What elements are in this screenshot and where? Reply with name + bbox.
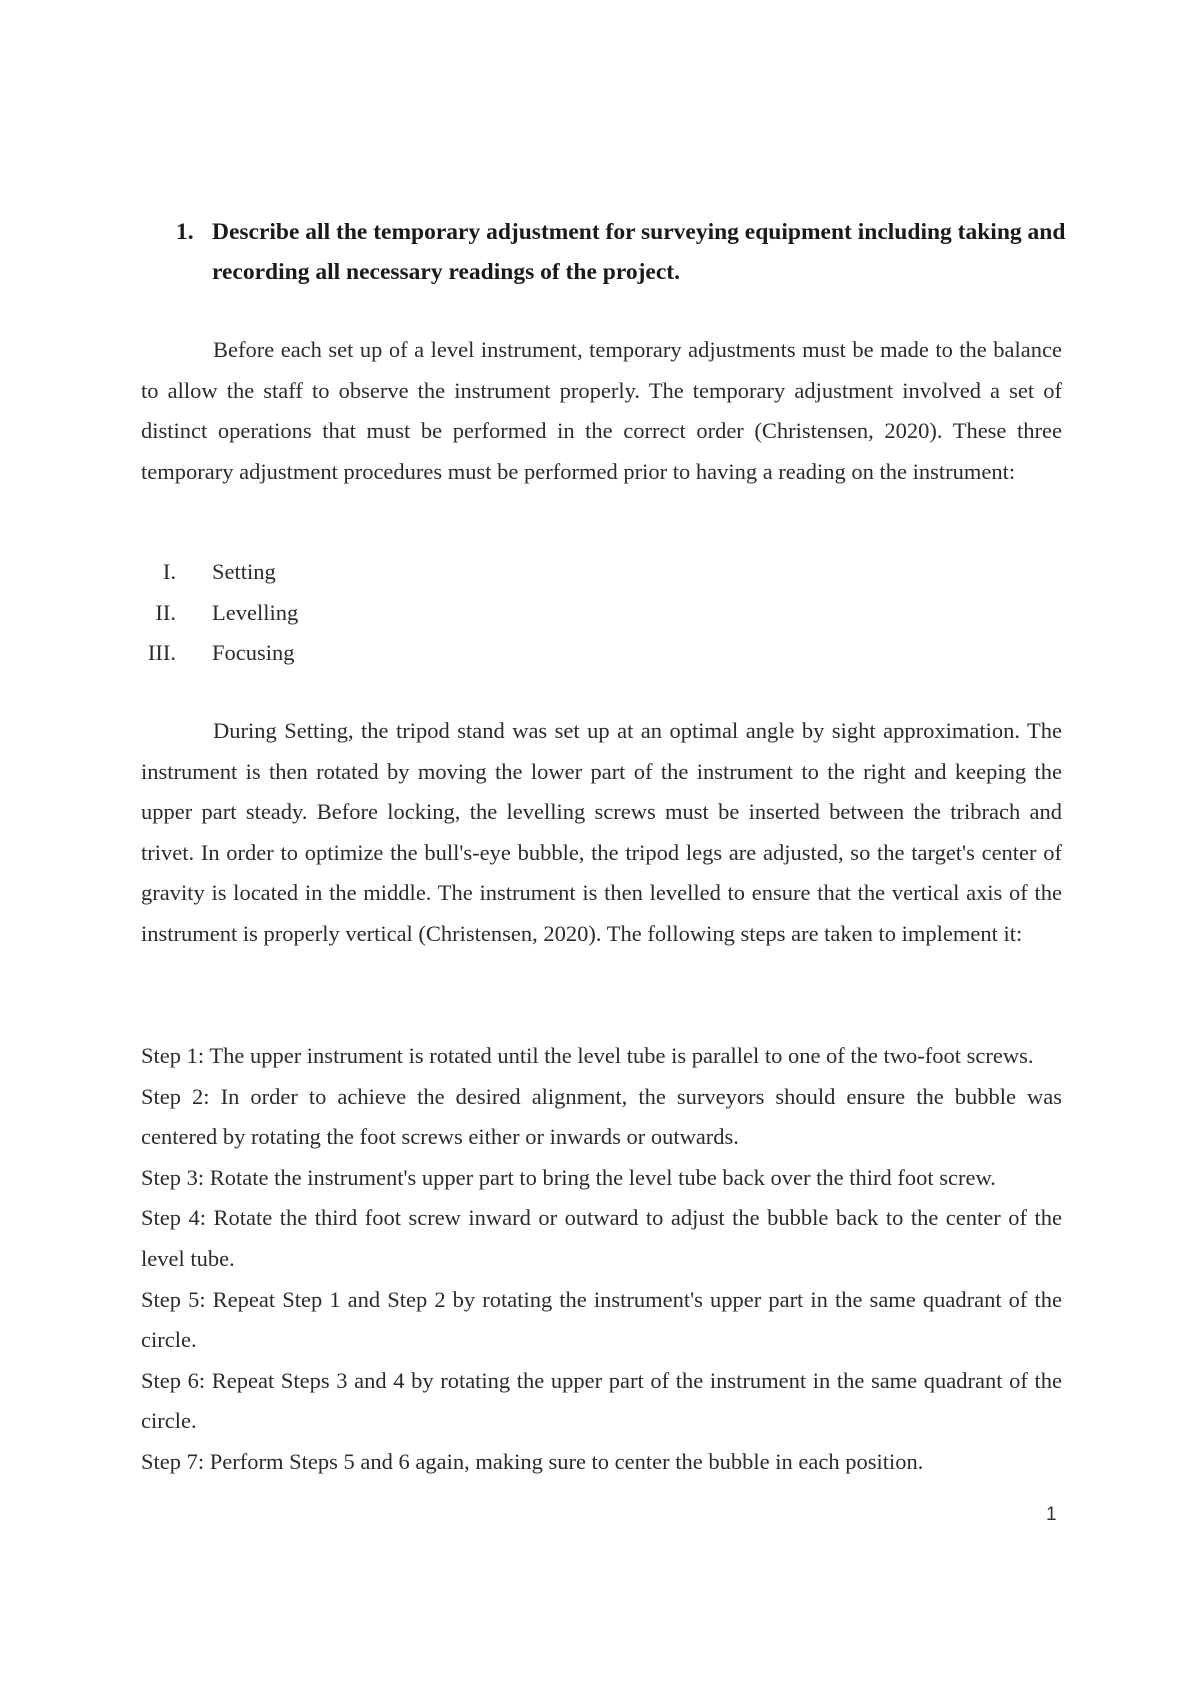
step-item: Step 5: Repeat Step 1 and Step 2 by rotating the instrument's upper part in the same quadrant of the circle. — [141, 1286, 1062, 1353]
step-item: Step 2: In order to achieve the desired alignment, the surveyors should ensure the bubble was centered by rotating the foot screws either or inwards or outwards. — [141, 1083, 1062, 1150]
setting-paragraph-text: During Setting, the tripod stand was set up at an optimal angle by sight approximation. The instrument is then rotated by moving the lower part of the instrument to the right and keeping the upper part steady. Before locking, the levelling screws must be inserted between the tribrach and trivet. In order to optimize the bull's-eye bubble, the tripod legs are adjusted, so the target's center of gravity is located in the middle. The instrument is then levelled to ensure that the vertical axis of the instrument is properly vertical (Christensen, 2020). The following steps are taken to implement it: — [141, 718, 1062, 946]
list-item — [141, 552, 541, 593]
list-item — [141, 633, 541, 674]
list-item-label: Levelling — [212, 599, 299, 625]
step-item: Step 4: Rotate the third foot screw inward or outward to adjust the bubble back to the center of the level tube. — [141, 1205, 1062, 1271]
step-item: Step 3: Rotate the instrument's upper part to bring the level tube back over the third foot screw. — [141, 1164, 996, 1190]
question-heading — [176, 212, 1066, 292]
step-item: Step 6: Repeat Steps 3 and 4 by rotating the upper part of the instrument in the same quadrant of the circle. — [141, 1367, 1062, 1434]
step-item: Step 7: Perform Steps 5 and 6 again, making sure to center the bubble in each position. — [141, 1448, 924, 1474]
list-item-label: Focusing — [212, 640, 295, 666]
step-item: Step 1: The upper instrument is rotated until the level tube is parallel to one of the two-foot screws. — [141, 1043, 1034, 1068]
question-text: Describe all the temporary adjustment for surveying equipment including taking and recording all necessary readings of the project. — [212, 219, 1066, 285]
list-item-label: Setting — [212, 559, 276, 584]
list-item-number: II. — [155, 599, 176, 625]
list-item-number: I. — [162, 559, 176, 584]
list-item — [141, 593, 541, 634]
question-number: 1. — [176, 219, 194, 245]
intro-paragraph — [141, 330, 1062, 492]
page-number: 1 — [1046, 1504, 1057, 1525]
procedure-list — [141, 552, 541, 674]
list-item-number: III. — [147, 640, 176, 666]
steps-list — [141, 1036, 1062, 1483]
intro-paragraph-text: Before each set up of a level instrument, temporary adjustments must be made to the balance to allow the staff to observe the instrument properly. The temporary adjustment involved a set of distinct operations that must be performed in the correct order (Christensen, 2020). These three temporary adjustment procedures must be performed prior to having a reading on the instrument: — [141, 337, 1062, 484]
setting-paragraph — [141, 711, 1062, 955]
